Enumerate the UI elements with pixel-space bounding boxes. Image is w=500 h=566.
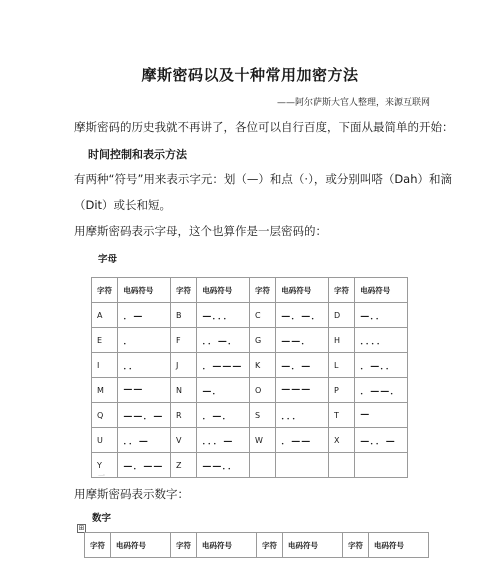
morse-code-cell: —．——	[118, 453, 171, 478]
table-expand-icon[interactable]: ⊞	[78, 524, 85, 532]
table-row	[92, 328, 408, 353]
morse-code-cell: ．．—．	[197, 328, 250, 353]
page-title: 摩斯密码以及十种常用加密方法	[141, 66, 359, 84]
character-cell: F	[170, 328, 196, 353]
header-cell: 字符	[170, 278, 196, 303]
morse-code-cell: —．	[197, 378, 250, 403]
morse-code-cell: ．．．	[276, 403, 329, 428]
header-cell: 字符	[257, 533, 283, 558]
table-row	[92, 303, 408, 328]
morse-code-cell: ．———	[197, 353, 250, 378]
character-cell: V	[170, 428, 196, 453]
letters-intro: 用摩斯密码表示字母，这个也算作是一层密码的：	[74, 224, 327, 238]
header-cell: 字符	[328, 278, 354, 303]
character-cell: X	[328, 428, 354, 453]
letters-table	[91, 277, 408, 478]
character-cell: P	[328, 378, 354, 403]
morse-code-cell: ．——	[276, 428, 329, 453]
morse-code-cell: ．—．	[197, 403, 250, 428]
morse-code-cell: ．．．．	[355, 328, 408, 353]
morse-code-cell: ——	[118, 378, 171, 403]
character-cell: K	[249, 353, 275, 378]
morse-code-cell: —．．—	[355, 428, 408, 453]
table-row	[92, 403, 408, 428]
header-cell: 电码符号	[111, 533, 171, 558]
character-cell: Q	[92, 403, 118, 428]
section-heading: 时间控制和表示方法	[88, 148, 187, 161]
table-row	[92, 378, 408, 403]
table-row	[92, 453, 408, 478]
morse-code-cell: —．．．	[197, 303, 250, 328]
character-cell: W	[249, 428, 275, 453]
morse-code-cell: —．—．	[276, 303, 329, 328]
header-cell: 电码符号	[197, 533, 257, 558]
character-cell: I	[92, 353, 118, 378]
header-cell: 电码符号	[369, 533, 429, 558]
morse-code-cell: ．—．．	[355, 353, 408, 378]
character-cell: J	[170, 353, 196, 378]
morse-code-cell: ．．	[118, 353, 171, 378]
character-cell: C	[249, 303, 275, 328]
morse-code-cell: ．——．	[355, 378, 408, 403]
character-cell: Z	[170, 453, 196, 478]
body-line-1: 有两种“符号”用来表示字元：划（—）和点（·），或分别叫嗒（Dah）和滴	[74, 172, 453, 186]
morse-code-cell: ——．	[276, 328, 329, 353]
character-cell: G	[249, 328, 275, 353]
morse-code-cell: ——．．	[197, 453, 250, 478]
digits-intro: 用摩斯密码表示数字：	[74, 487, 189, 501]
morse-code-cell	[355, 453, 408, 478]
morse-code-cell: ——．—	[118, 403, 171, 428]
character-cell: S	[249, 403, 275, 428]
table-header-row	[92, 278, 408, 303]
character-cell: R	[170, 403, 196, 428]
character-cell: L	[328, 353, 354, 378]
character-cell: Y	[92, 453, 118, 478]
character-cell: M	[92, 378, 118, 403]
character-cell	[328, 453, 354, 478]
header-cell: 字符	[343, 533, 369, 558]
character-cell: T	[328, 403, 354, 428]
header-cell: 电码符号	[118, 278, 171, 303]
body-line-2: （Dit）或长和短。	[74, 198, 172, 212]
header-cell: 字符	[249, 278, 275, 303]
header-cell: 字符	[92, 278, 118, 303]
table-row	[92, 353, 408, 378]
character-cell: U	[92, 428, 118, 453]
digits-label: 数字	[92, 513, 112, 524]
morse-code-cell: —．—	[276, 353, 329, 378]
morse-code-cell: —．．	[355, 303, 408, 328]
morse-code-cell	[276, 453, 329, 478]
morse-code-cell: —	[355, 403, 408, 428]
header-cell: 电码符号	[197, 278, 250, 303]
letters-label: 字母	[98, 254, 118, 265]
character-cell: O	[249, 378, 275, 403]
header-cell: 电码符号	[276, 278, 329, 303]
digits-table	[84, 532, 429, 558]
header-cell: 电码符号	[355, 278, 408, 303]
header-cell: 电码符号	[283, 533, 343, 558]
table-row	[92, 428, 408, 453]
character-cell	[249, 453, 275, 478]
character-cell: H	[328, 328, 354, 353]
character-cell: A	[92, 303, 118, 328]
character-cell: B	[170, 303, 196, 328]
character-cell: E	[92, 328, 118, 353]
morse-code-cell: ．—	[118, 303, 171, 328]
table-header-row	[85, 533, 429, 558]
character-cell: D	[328, 303, 354, 328]
intro-paragraph: 摩斯密码的历史我就不再讲了，各位可以自行百度，下面从最简单的开始：	[74, 120, 454, 134]
morse-code-cell: ———	[276, 378, 329, 403]
morse-code-cell: ．	[118, 328, 171, 353]
header-cell: 字符	[171, 533, 197, 558]
header-cell: 字符	[85, 533, 111, 558]
byline: ——阿尔萨斯大官人整理，来源互联网	[276, 98, 430, 108]
small-mark: 一	[98, 472, 105, 480]
morse-code-cell: ．．．—	[197, 428, 250, 453]
morse-code-cell: ．．—	[118, 428, 171, 453]
character-cell: N	[170, 378, 196, 403]
